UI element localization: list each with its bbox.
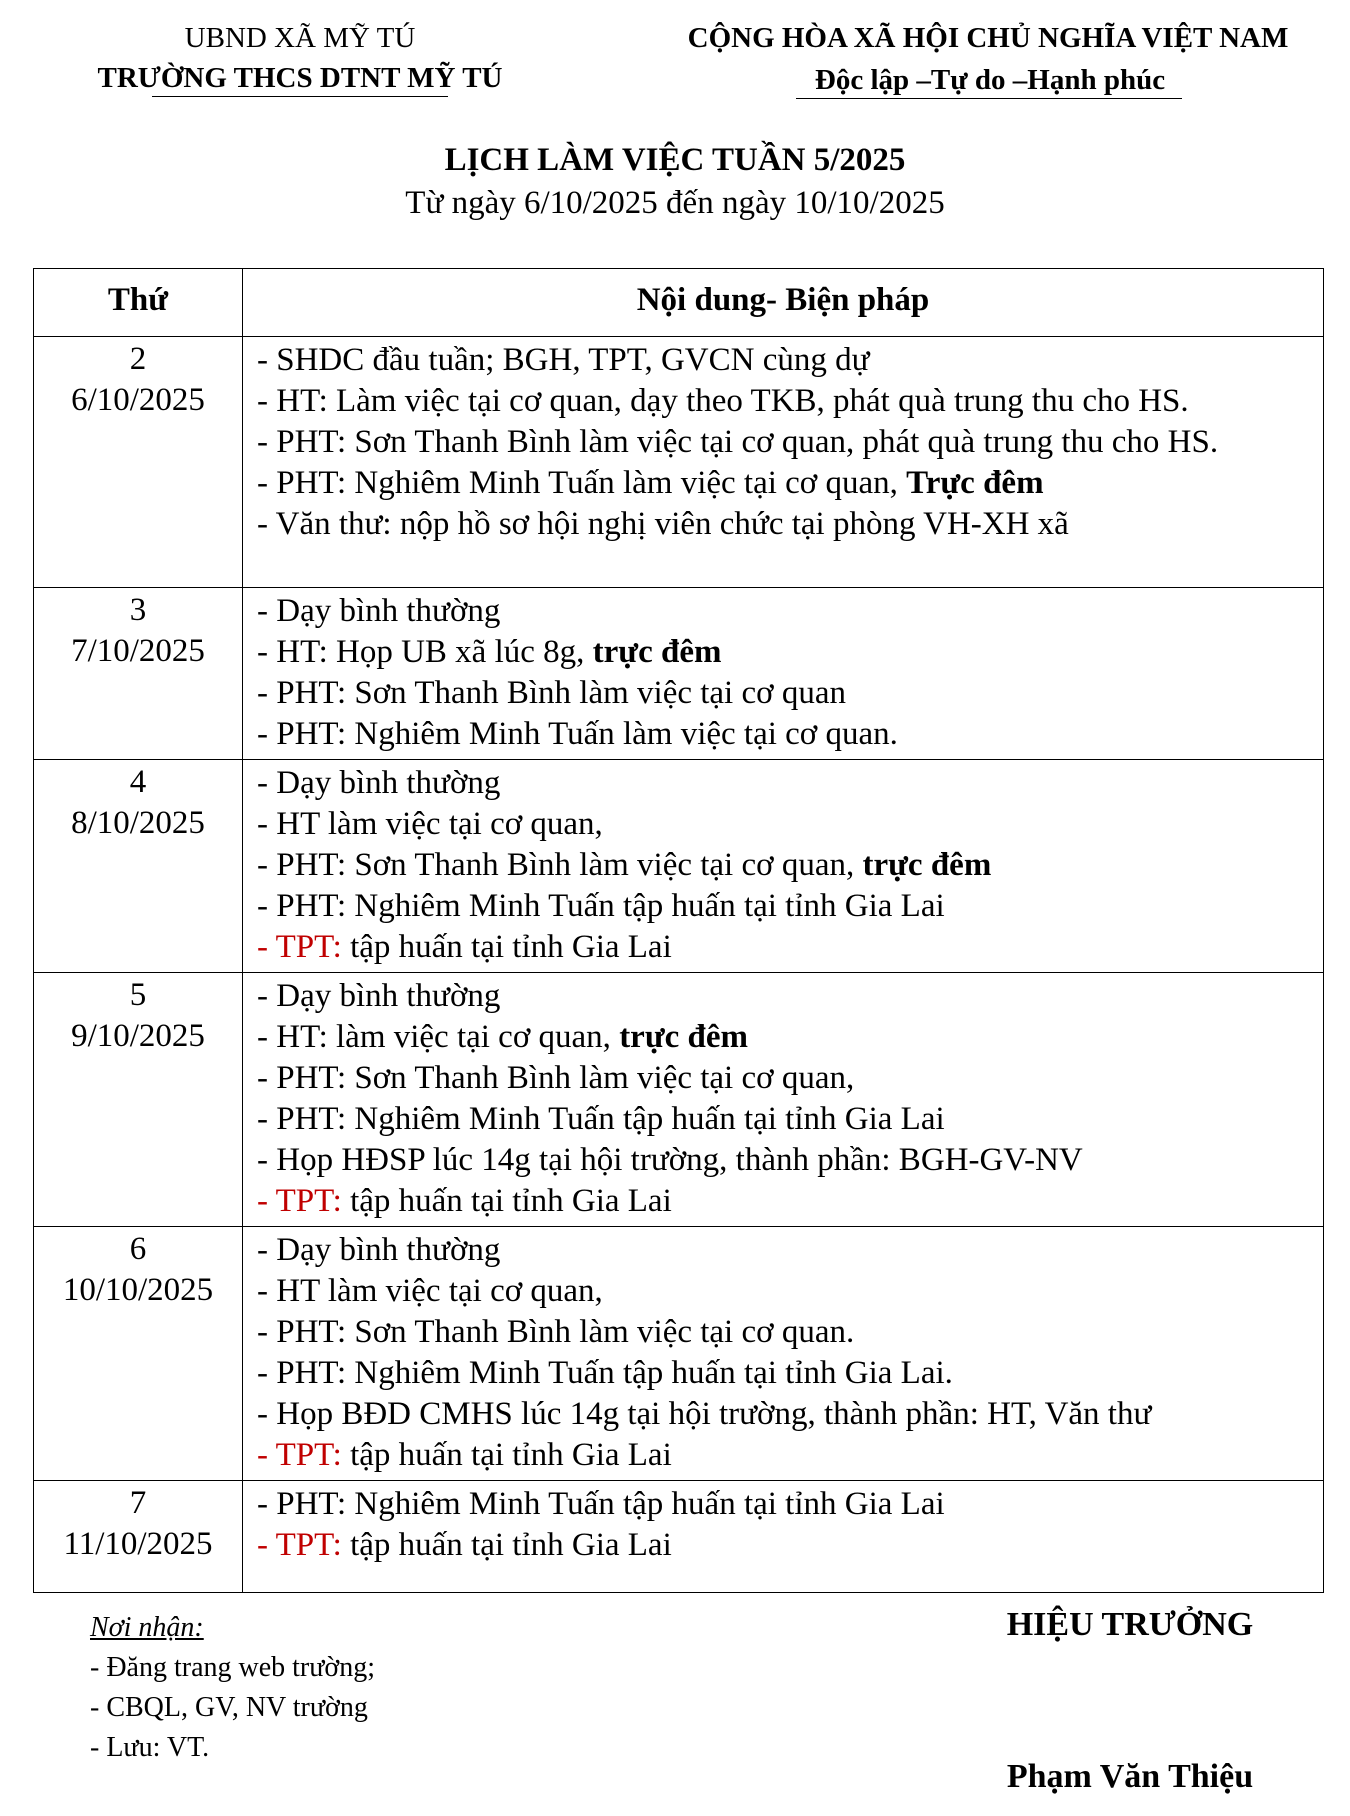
content-cell — [243, 337, 1324, 588]
recipients-block — [90, 1608, 375, 1768]
role-label-red: - TPT: — [257, 929, 342, 965]
recipient-item: - Lưu: VT. — [90, 1732, 210, 1763]
task-line — [257, 1435, 1311, 1476]
task-text: - PHT: Sơn Thanh Bình làm việc tại cơ quan, phát quà trung thu cho HS. — [257, 424, 1219, 460]
task-line — [257, 591, 1311, 632]
org-name: UBND XÃ MỸ TÚ — [184, 22, 416, 54]
schedule-table — [33, 268, 1324, 1593]
task-line — [257, 1525, 1311, 1566]
emphasis-text: Trực đêm — [906, 465, 1044, 501]
task-text: - Họp HĐSP lúc 14g tại hội trường, thành phần: BGH-GV-NV — [257, 1142, 1083, 1178]
weekday-number: 4 — [129, 764, 147, 800]
day-date: 6/10/2025 — [71, 382, 205, 418]
column-header-content: Nội dung- Biện pháp — [243, 269, 1324, 337]
emphasis-text: trực đêm — [592, 634, 722, 670]
schedule-body — [34, 337, 1324, 1593]
page-title: LỊCH LÀM VIỆC TUẦN 5/2025 — [444, 142, 906, 178]
day-date: 9/10/2025 — [71, 1018, 205, 1054]
table-row — [34, 1227, 1324, 1481]
day-cell — [34, 973, 243, 1227]
task-line — [257, 886, 1311, 927]
page-subtitle: Từ ngày 6/10/2025 đến ngày 10/10/2025 — [405, 185, 945, 221]
task-line — [257, 632, 1311, 673]
task-line — [257, 1181, 1311, 1222]
school-name-underline — [152, 96, 448, 97]
school-name: TRƯỜNG THCS DTNT MỸ TÚ — [97, 62, 503, 94]
task-text: - PHT: Nghiêm Minh Tuấn tập huấn tại tỉnh Gia Lai. — [257, 1355, 953, 1391]
table-row — [34, 760, 1324, 973]
signer-name: Phạm Văn Thiệu — [1006, 1758, 1254, 1795]
day-cell — [34, 1227, 243, 1481]
content-cell — [243, 1481, 1324, 1593]
role-label-red: - TPT: — [257, 1183, 342, 1219]
task-line — [257, 1353, 1311, 1394]
task-line — [257, 1394, 1311, 1435]
table-row — [34, 337, 1324, 588]
weekday-number: 3 — [129, 592, 147, 628]
task-line — [257, 927, 1311, 968]
task-line — [257, 1271, 1311, 1312]
task-text: - Dạy bình thường — [257, 1232, 501, 1268]
weekday-number: 6 — [129, 1231, 147, 1267]
day-cell — [34, 588, 243, 760]
emphasis-text: trực đêm — [619, 1019, 749, 1055]
day-date: 10/10/2025 — [62, 1272, 214, 1308]
task-text: - Họp BĐD CMHS lúc 14g tại hội trường, thành phần: HT, Văn thư — [257, 1396, 1152, 1432]
task-line — [257, 504, 1311, 545]
task-line — [257, 976, 1311, 1017]
day-cell — [34, 760, 243, 973]
task-text: - Dạy bình thường — [257, 978, 501, 1014]
task-line — [257, 340, 1311, 381]
table-row — [34, 1481, 1324, 1593]
task-text: - SHDC đầu tuần; BGH, TPT, GVCN cùng dự — [257, 342, 870, 378]
task-line — [257, 673, 1311, 714]
task-text: - PHT: Sơn Thanh Bình làm việc tại cơ quan, — [257, 1060, 855, 1096]
recipients-label: Nơi nhận: — [90, 1612, 204, 1643]
role-label-red: - TPT: — [257, 1527, 342, 1563]
task-text: - PHT: Nghiêm Minh Tuấn tập huấn tại tỉnh Gia Lai — [257, 888, 945, 924]
task-line — [257, 714, 1311, 755]
task-line — [257, 381, 1311, 422]
task-line — [257, 1058, 1311, 1099]
task-line — [257, 463, 1311, 504]
task-text: - PHT: Nghiêm Minh Tuấn tập huấn tại tỉnh Gia Lai — [257, 1486, 945, 1522]
table-header-row — [34, 269, 1324, 337]
task-text: tập huấn tại tỉnh Gia Lai — [341, 1527, 672, 1563]
task-text: tập huấn tại tỉnh Gia Lai — [341, 1183, 672, 1219]
table-row — [34, 588, 1324, 760]
emphasis-text: trực đêm — [862, 847, 992, 883]
role-label-red: - TPT: — [257, 1437, 342, 1473]
task-text: - HT: Làm việc tại cơ quan, dạy theo TKB, phát quà trung thu cho HS. — [257, 383, 1189, 419]
task-text: - HT: làm việc tại cơ quan, — [257, 1019, 620, 1055]
recipient-item: - Đăng trang web trường; — [90, 1652, 376, 1683]
national-motto-underline — [796, 98, 1182, 99]
weekday-number: 2 — [129, 341, 147, 377]
weekday-number: 7 — [129, 1485, 147, 1521]
task-line — [257, 845, 1311, 886]
task-text: tập huấn tại tỉnh Gia Lai — [341, 1437, 672, 1473]
day-date: 8/10/2025 — [71, 805, 205, 841]
task-text: - Dạy bình thường — [257, 593, 501, 629]
task-text: - PHT: Nghiêm Minh Tuấn tập huấn tại tỉnh Gia Lai — [257, 1101, 945, 1137]
task-line — [257, 1484, 1311, 1525]
task-line — [257, 763, 1311, 804]
day-date: 11/10/2025 — [63, 1526, 213, 1562]
task-line — [257, 1312, 1311, 1353]
content-cell — [243, 588, 1324, 760]
column-header-day: Thứ — [34, 269, 243, 337]
national-motto: Độc lập –Tự do –Hạnh phúc — [814, 64, 1166, 96]
task-line — [257, 1140, 1311, 1181]
task-text: - HT làm việc tại cơ quan, — [257, 806, 603, 842]
task-text: - PHT: Nghiêm Minh Tuấn làm việc tại cơ quan, — [257, 465, 907, 501]
task-line — [257, 804, 1311, 845]
content-cell — [243, 1227, 1324, 1481]
task-text: - HT: Họp UB xã lúc 8g, — [257, 634, 593, 670]
task-line — [257, 1230, 1311, 1271]
signer-title: HIỆU TRƯỞNG — [1006, 1606, 1254, 1643]
recipient-item: - CBQL, GV, NV trường — [90, 1692, 368, 1723]
national-title: CỘNG HÒA XÃ HỘI CHỦ NGHĨA VIỆT NAM — [687, 22, 1289, 54]
task-text: - PHT: Sơn Thanh Bình làm việc tại cơ quan — [257, 675, 846, 711]
task-text: tập huấn tại tỉnh Gia Lai — [341, 929, 672, 965]
content-cell — [243, 760, 1324, 973]
task-text: - HT làm việc tại cơ quan, — [257, 1273, 603, 1309]
task-text: - PHT: Nghiêm Minh Tuấn làm việc tại cơ quan. — [257, 716, 898, 752]
table-row — [34, 973, 1324, 1227]
task-text: - Văn thư: nộp hồ sơ hội nghị viên chức tại phòng VH-XH xã — [257, 506, 1069, 542]
task-line — [257, 1017, 1311, 1058]
task-text: - PHT: Sơn Thanh Bình làm việc tại cơ quan. — [257, 1314, 855, 1350]
day-cell — [34, 1481, 243, 1593]
task-text: - PHT: Sơn Thanh Bình làm việc tại cơ quan, — [257, 847, 863, 883]
day-date: 7/10/2025 — [71, 633, 205, 669]
content-cell — [243, 973, 1324, 1227]
day-cell — [34, 337, 243, 588]
task-text: - Dạy bình thường — [257, 765, 501, 801]
task-line — [257, 422, 1311, 463]
weekday-number: 5 — [129, 977, 147, 1013]
task-line — [257, 1099, 1311, 1140]
